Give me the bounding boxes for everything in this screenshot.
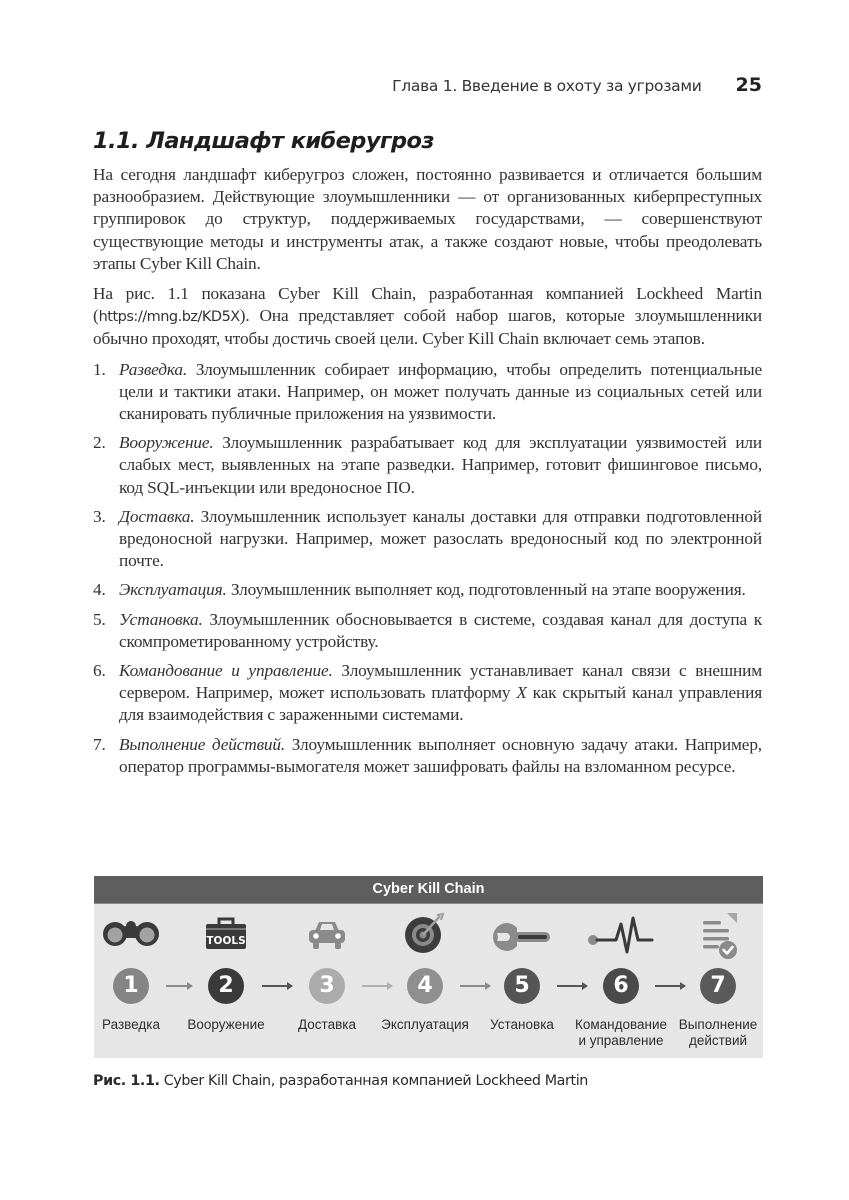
platform-variable: X [516, 683, 527, 703]
list-item [93, 579, 762, 601]
list-number: 6. [93, 661, 106, 681]
list-number: 1. [93, 359, 106, 379]
stage-label-line: Командование [574, 1017, 668, 1032]
stage-number-badge: 5 [504, 968, 540, 1004]
stage-label: Эксплуатация [381, 1017, 469, 1032]
step-description: Злоумышленник обосновывается в системе, создавая канал для доступа к скомпрометированному устройству. [119, 609, 762, 651]
step-description: Злоумышленник выполняет основную задачу атаки. Например, оператор программы-вымогателя может зашифровать файлы на взломанном ресурсе. [119, 734, 762, 776]
stage-installation [472, 876, 572, 1058]
list-item [93, 734, 762, 778]
list-item [93, 359, 762, 426]
step-term: Эксплуатация. [119, 580, 227, 600]
stage-weaponization [176, 876, 276, 1058]
stage-number-badge: 1 [113, 968, 149, 1004]
stage-exploitation [375, 876, 475, 1058]
stage-command-and-control [571, 876, 671, 1058]
car-icon [307, 919, 347, 956]
stage-number-badge: 2 [208, 968, 244, 1004]
toolbox-icon [205, 914, 247, 955]
step-term: Установка. [119, 609, 203, 629]
stage-actions-on-objectives [668, 876, 768, 1058]
binoculars-icon [101, 920, 161, 953]
list-item [93, 506, 762, 573]
caption-label: Рис. 1.1. [93, 1073, 160, 1089]
stage-delivery [277, 876, 377, 1058]
stage-label-line: действий [688, 1033, 748, 1048]
kill-chain-steps-list [93, 359, 762, 778]
list-number: 4. [93, 580, 106, 600]
stage-label-line: и управление [578, 1033, 664, 1048]
running-header [0, 74, 762, 96]
stage-label: Разведка [102, 1017, 160, 1032]
cyber-kill-chain-figure [94, 876, 763, 1058]
wrench-icon [492, 922, 552, 957]
page-content [93, 128, 762, 785]
list-number: 2. [93, 433, 106, 453]
intro-paragraph: На сегодня ландшафт киберугроз сложен, постоянно развивается и отличается большим разнообразием. Действующие злоумышленники — от организованных киберпреступных группировок до структур, поддерживаемых государствами, — совершенствуют существующие методы и инструменты атак, а также создают новые, чтобы преодолевать этапы Cyber Kill Chain. [93, 165, 762, 273]
svg-text:TOOLS: TOOLS [206, 935, 246, 947]
step-term: Разведка. [119, 359, 188, 379]
document-check-icon [697, 910, 739, 965]
page-number: 25 [735, 74, 762, 96]
step-description: Злоумышленник устанавливает канал связи с внешним сервером. Например, может использовать платформу [119, 661, 762, 703]
caption-text: Cyber Kill Chain, разработанная компанией Lockheed Martin [159, 1073, 588, 1089]
step-description: Злоумышленник собирает информацию, чтобы определить потенциальные цели и тактики атаки. Например, он может получать данные из социальных сетей или сканировать публичные приложения на уязвимости. [119, 359, 762, 424]
section-title: 1.1. Ландшафт киберугроз [93, 128, 434, 154]
stage-label: Вооружение [187, 1017, 265, 1032]
stage-number-badge: 4 [407, 968, 443, 1004]
pulse-icon [586, 914, 656, 959]
source-link[interactable]: https://mng.bz/KD5X [98, 309, 240, 326]
list-item [93, 609, 762, 653]
list-item [93, 432, 762, 499]
step-description: Злоумышленник использует каналы доставки для отправки подготовленной вредоносной нагрузки. Например, может разослать вредоносный код по электронной почте. [119, 506, 762, 571]
step-term: Доставка. [119, 506, 195, 526]
step-description: Злоумышленник выполняет код, подготовленный на этапе вооружения. [226, 580, 746, 600]
list-number: 7. [93, 734, 106, 754]
stage-number-badge: 6 [603, 968, 639, 1004]
stage-label: Установка [490, 1017, 554, 1032]
step-term: Командование и управление. [119, 661, 333, 681]
step-description: Злоумышленник разрабатывает код для эксплуатации уязвимостей или слабых мест, выявленных на этапе разведки. Например, готовит фишинговое письмо, код SQL-инъекции или вредоносное ПО. [119, 433, 762, 497]
step-term: Вооружение. [119, 433, 214, 453]
figure-caption [93, 1073, 588, 1089]
list-number: 3. [93, 506, 106, 526]
stage-label-line: Выполнение [678, 1017, 758, 1032]
chapter-title: Глава 1. Введение в охоту за угрозами [392, 77, 702, 95]
stage-number-badge: 3 [309, 968, 345, 1004]
paragraph-text: На рис. 1.1 показана Cyber Kill Chain, разработанная компанией Lockheed Martin ( [93, 284, 762, 326]
paragraph-text: ). Она представляет собой набор шагов, которые злоумышленники обычно проходят, чтобы достичь своей цели. Cyber Kill Chain включает семь этапов. [93, 306, 762, 349]
step-term: Выполнение действий. [119, 734, 286, 754]
stage-number-badge: 7 [700, 968, 736, 1004]
target-icon [404, 912, 446, 959]
stage-label [658, 1017, 778, 1049]
figure-reference-paragraph [93, 283, 762, 351]
step-description: как скрытый канал управления для взаимодействия с зараженными системами. [119, 683, 762, 725]
stage-label: Доставка [298, 1017, 356, 1032]
list-item [93, 660, 762, 727]
list-number: 5. [93, 609, 106, 629]
figure-title: Cyber Kill Chain [94, 876, 763, 904]
